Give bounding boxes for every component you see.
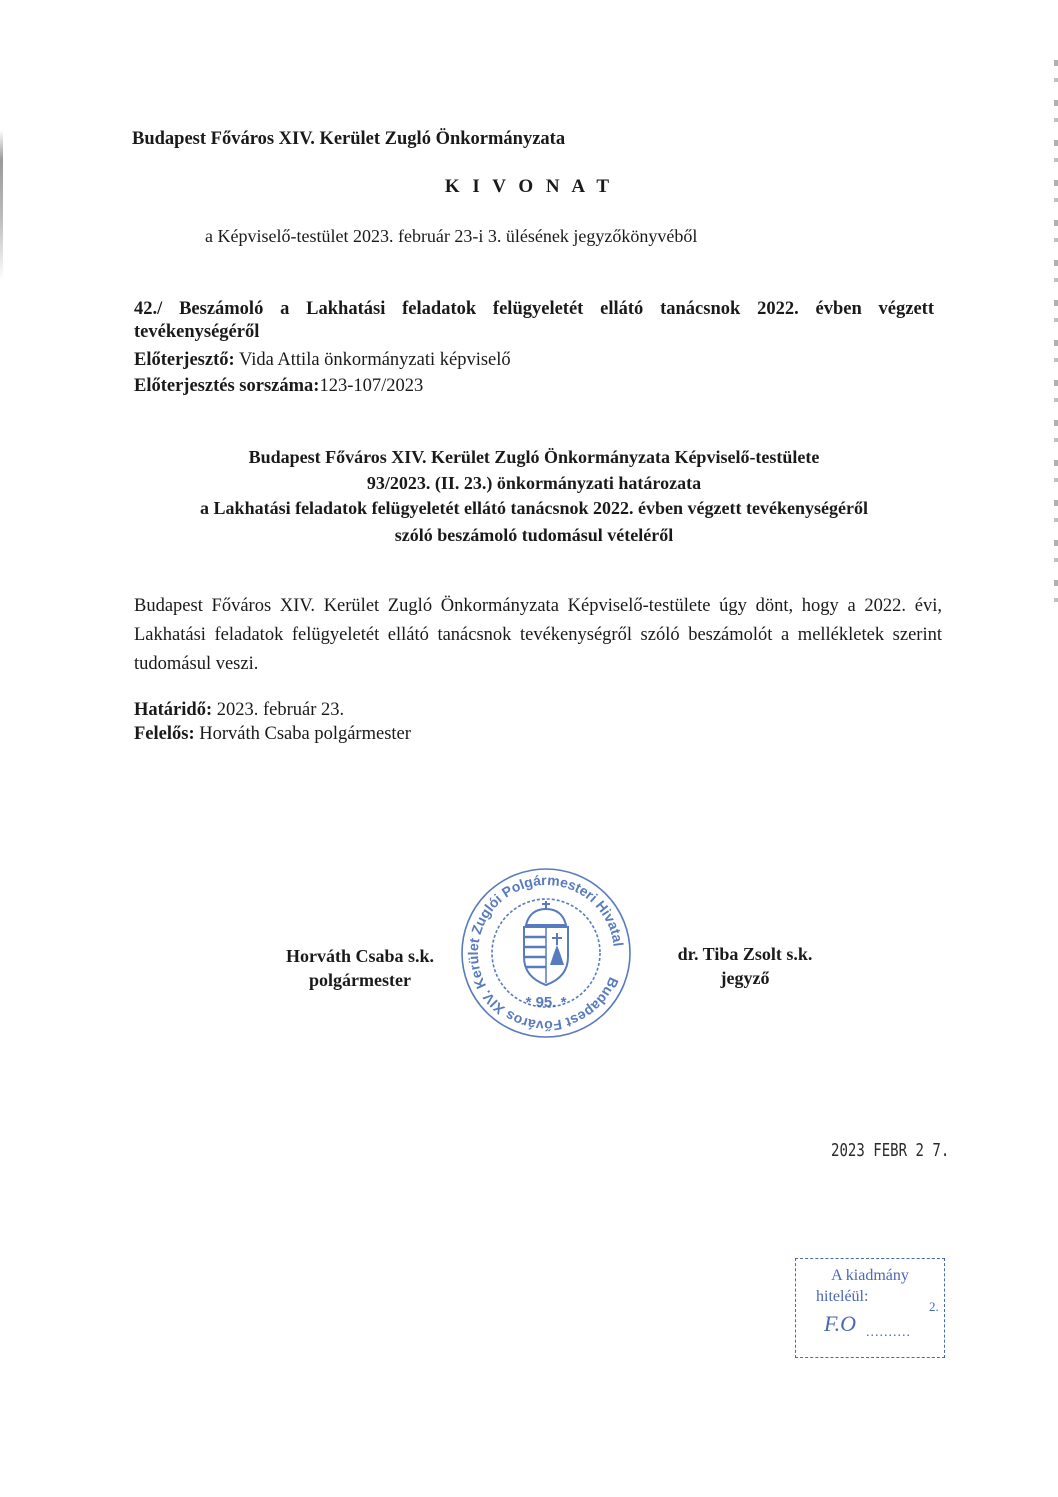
resolution-heading-line-2: 93/2023. (II. 23.) önkormányzati határozata (366, 473, 702, 493)
mayor-signature-block (260, 944, 460, 992)
notary-title: jegyző (720, 968, 770, 988)
coat-of-arms-icon (524, 901, 568, 985)
document-title: K I V O N A T (444, 176, 614, 197)
official-seal-icon (458, 865, 634, 1041)
deadline-row (134, 700, 344, 721)
resolution-heading-line-1: Budapest Főváros XIV. Kerület Zugló Önkormányzata Képviselő-testülete (248, 447, 820, 467)
auth-stamp-signature: F.O (824, 1311, 856, 1336)
presenter-row (134, 350, 511, 371)
authentication-stamp (795, 1258, 945, 1358)
scan-edge-left (0, 130, 3, 280)
decision-body-text: Budapest Főváros XIV. Kerület Zugló Önkormányzata Képviselő-testülete úgy dönt, hogy a 2022. évi, Lakhatási feladatok felügyeletét ellátó tanácsnok tevékenységről szóló beszámolót a mellékletek szerint tudomásul veszi. (134, 596, 942, 674)
date-stamp: 2023 FEBR 2 7. (831, 1140, 950, 1161)
seal-ring-text: Budapest Főváros XIV. Kerület Zuglói Polgármesteri Hivatal (464, 871, 627, 1035)
proposal-number-label: Előterjesztés sorszáma: (134, 376, 320, 396)
seal-number: * 95. * (525, 994, 567, 1011)
mayor-title: polgármester (309, 970, 411, 990)
deadline-value: 2023. február 23. (212, 700, 345, 720)
proposal-number-value: 123-107/2023 (319, 376, 424, 396)
responsible-label: Felelős: (134, 724, 195, 744)
auth-stamp-line-2: hiteléül: (816, 1288, 869, 1305)
mayor-name: Horváth Csaba s.k. (285, 946, 435, 966)
deadline-label: Határidő: (134, 700, 213, 720)
agenda-item-title: 42./ Beszámoló a Lakhatási feladatok felügyeletét ellátó tanácsnok 2022. évben végzett (134, 299, 934, 319)
agenda-item-title-continued: tevékenységéről (134, 322, 260, 342)
auth-stamp-dots: .......... (866, 1325, 911, 1340)
notary-name: dr. Tiba Zsolt s.k. (677, 944, 813, 964)
auth-stamp-number: 2. (929, 1299, 939, 1314)
organization-header: Budapest Főváros XIV. Kerület Zugló Önkormányzata (132, 129, 566, 149)
proposal-number-row (134, 376, 423, 397)
auth-stamp-line-1: A kiadmány (831, 1267, 909, 1284)
notary-signature-block (650, 942, 840, 990)
resolution-heading-line-4: szóló beszámoló tudomásul vételéről (394, 525, 674, 545)
minutes-subtitle: a Képviselő-testület 2023. február 23-i 3. ülésének jegyzőkönyvéből (205, 226, 698, 246)
responsible-value: Horváth Csaba polgármester (194, 724, 411, 744)
presenter-value: Vida Attila önkormányzati képviselő (234, 350, 511, 370)
presenter-label: Előterjesztő: (134, 350, 235, 370)
resolution-heading-line-3: a Lakhatási feladatok felügyeletét ellátó tanácsnok 2022. évben végzett tevékenységéről (200, 498, 868, 518)
responsible-row (134, 724, 411, 745)
